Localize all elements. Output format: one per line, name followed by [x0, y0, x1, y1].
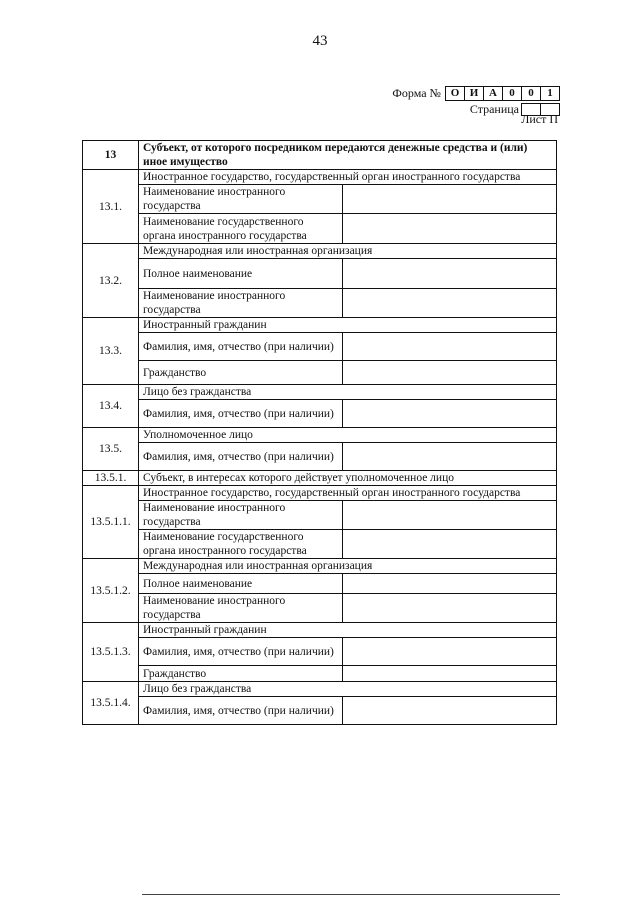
- field-row: [83, 361, 557, 385]
- sheet-label: Лист П: [521, 112, 558, 126]
- table-header-row: [83, 141, 557, 170]
- item-number: 13.3.: [83, 318, 139, 385]
- category-row: [83, 170, 557, 185]
- field-label: Наименование иностранного государства: [139, 501, 343, 530]
- category-label: Субъект, в интересах которого действует уполномоченное лицо: [139, 471, 557, 486]
- item-number: 13.2.: [83, 244, 139, 318]
- field-value-cell[interactable]: [343, 697, 557, 725]
- field-value-cell[interactable]: [343, 501, 557, 530]
- field-label: Фамилия, имя, отчество (при наличии): [139, 697, 343, 725]
- category-row: [83, 623, 557, 638]
- item-number: 13.5.1.4.: [83, 682, 139, 725]
- field-row: [83, 697, 557, 725]
- field-label: Наименование государственного органа иностранного государства: [139, 530, 343, 559]
- field-value-cell[interactable]: [343, 574, 557, 594]
- form-code-cell: 0: [521, 87, 540, 100]
- field-label: Наименование государственного органа иностранного государства: [139, 214, 343, 244]
- item-number: 13.5.: [83, 428, 139, 471]
- item-number: 13.5.1.: [83, 471, 139, 486]
- category-label: Иностранный гражданин: [139, 318, 557, 333]
- category-label: Иностранное государство, государственный орган иностранного государства: [139, 170, 557, 185]
- subject-table: [82, 140, 557, 725]
- field-value-cell[interactable]: [343, 400, 557, 428]
- item-number: 13.5.1.1.: [83, 486, 139, 559]
- field-row: [83, 666, 557, 682]
- field-row: [83, 333, 557, 361]
- field-value-cell[interactable]: [343, 530, 557, 559]
- category-label: Международная или иностранная организация: [139, 559, 557, 574]
- form-code-cell: О: [450, 87, 460, 99]
- category-row: [83, 486, 557, 501]
- field-row: [83, 400, 557, 428]
- field-label: Фамилия, имя, отчество (при наличии): [139, 443, 343, 471]
- field-label: Фамилия, имя, отчество (при наличии): [139, 400, 343, 428]
- field-label: Наименование иностранного государства: [139, 185, 343, 214]
- field-label: Фамилия, имя, отчество (при наличии): [139, 333, 343, 361]
- section-number: 13: [83, 141, 139, 170]
- form-code-cell: 0: [502, 87, 521, 100]
- category-label: Международная или иностранная организация: [139, 244, 557, 259]
- field-label: Полное наименование: [139, 259, 343, 289]
- field-value-cell[interactable]: [343, 361, 557, 385]
- field-label: Наименование иностранного государства: [139, 289, 343, 318]
- item-number: 13.5.1.2.: [83, 559, 139, 623]
- field-value-cell[interactable]: [343, 666, 557, 682]
- form-code-cell: А: [483, 87, 502, 100]
- category-row: [83, 428, 557, 443]
- field-label: Гражданство: [139, 666, 343, 682]
- category-row: [83, 385, 557, 400]
- field-value-cell[interactable]: [343, 259, 557, 289]
- field-value-cell[interactable]: [343, 185, 557, 214]
- page-number: 43: [312, 33, 328, 49]
- item-number: 13.5.1.3.: [83, 623, 139, 682]
- field-label: Наименование иностранного государства: [139, 594, 343, 623]
- field-value-cell[interactable]: [343, 594, 557, 623]
- field-row: [83, 638, 557, 666]
- field-row: [83, 443, 557, 471]
- category-row: [83, 682, 557, 697]
- field-label: Фамилия, имя, отчество (при наличии): [139, 638, 343, 666]
- form-code-cell: 1: [540, 87, 559, 100]
- field-label: Полное наименование: [139, 574, 343, 594]
- category-row: [83, 318, 557, 333]
- category-row: [83, 471, 557, 486]
- field-value-cell[interactable]: [343, 333, 557, 361]
- category-row: [83, 244, 557, 259]
- form-code-cell: И: [464, 87, 483, 100]
- field-row: [83, 185, 557, 214]
- form-number-line: [392, 86, 560, 101]
- form-number-label: Форма №: [392, 86, 441, 100]
- bottom-rule: [142, 894, 560, 895]
- field-value-cell[interactable]: [343, 214, 557, 244]
- section-title: Субъект, от которого посредником передаются денежные средства и (или) иное имущество: [139, 141, 557, 170]
- field-row: [83, 501, 557, 530]
- field-value-cell[interactable]: [343, 638, 557, 666]
- category-label: Иностранное государство, государственный орган иностранного государства: [139, 486, 557, 501]
- category-label: Иностранный гражданин: [139, 623, 557, 638]
- category-label: Уполномоченное лицо: [139, 428, 557, 443]
- category-row: [83, 559, 557, 574]
- category-label: Лицо без гражданства: [139, 385, 557, 400]
- field-value-cell[interactable]: [343, 289, 557, 318]
- field-row: [83, 214, 557, 244]
- item-number: 13.1.: [83, 170, 139, 244]
- field-row: [83, 530, 557, 559]
- field-label: Гражданство: [139, 361, 343, 385]
- item-number: 13.4.: [83, 385, 139, 428]
- field-row: [83, 289, 557, 318]
- category-label: Лицо без гражданства: [139, 682, 557, 697]
- form-code-cells: [445, 86, 560, 101]
- field-row: [83, 594, 557, 623]
- field-value-cell[interactable]: [343, 443, 557, 471]
- field-row: [83, 574, 557, 594]
- page-field-label: Страница: [469, 102, 519, 116]
- field-row: [83, 259, 557, 289]
